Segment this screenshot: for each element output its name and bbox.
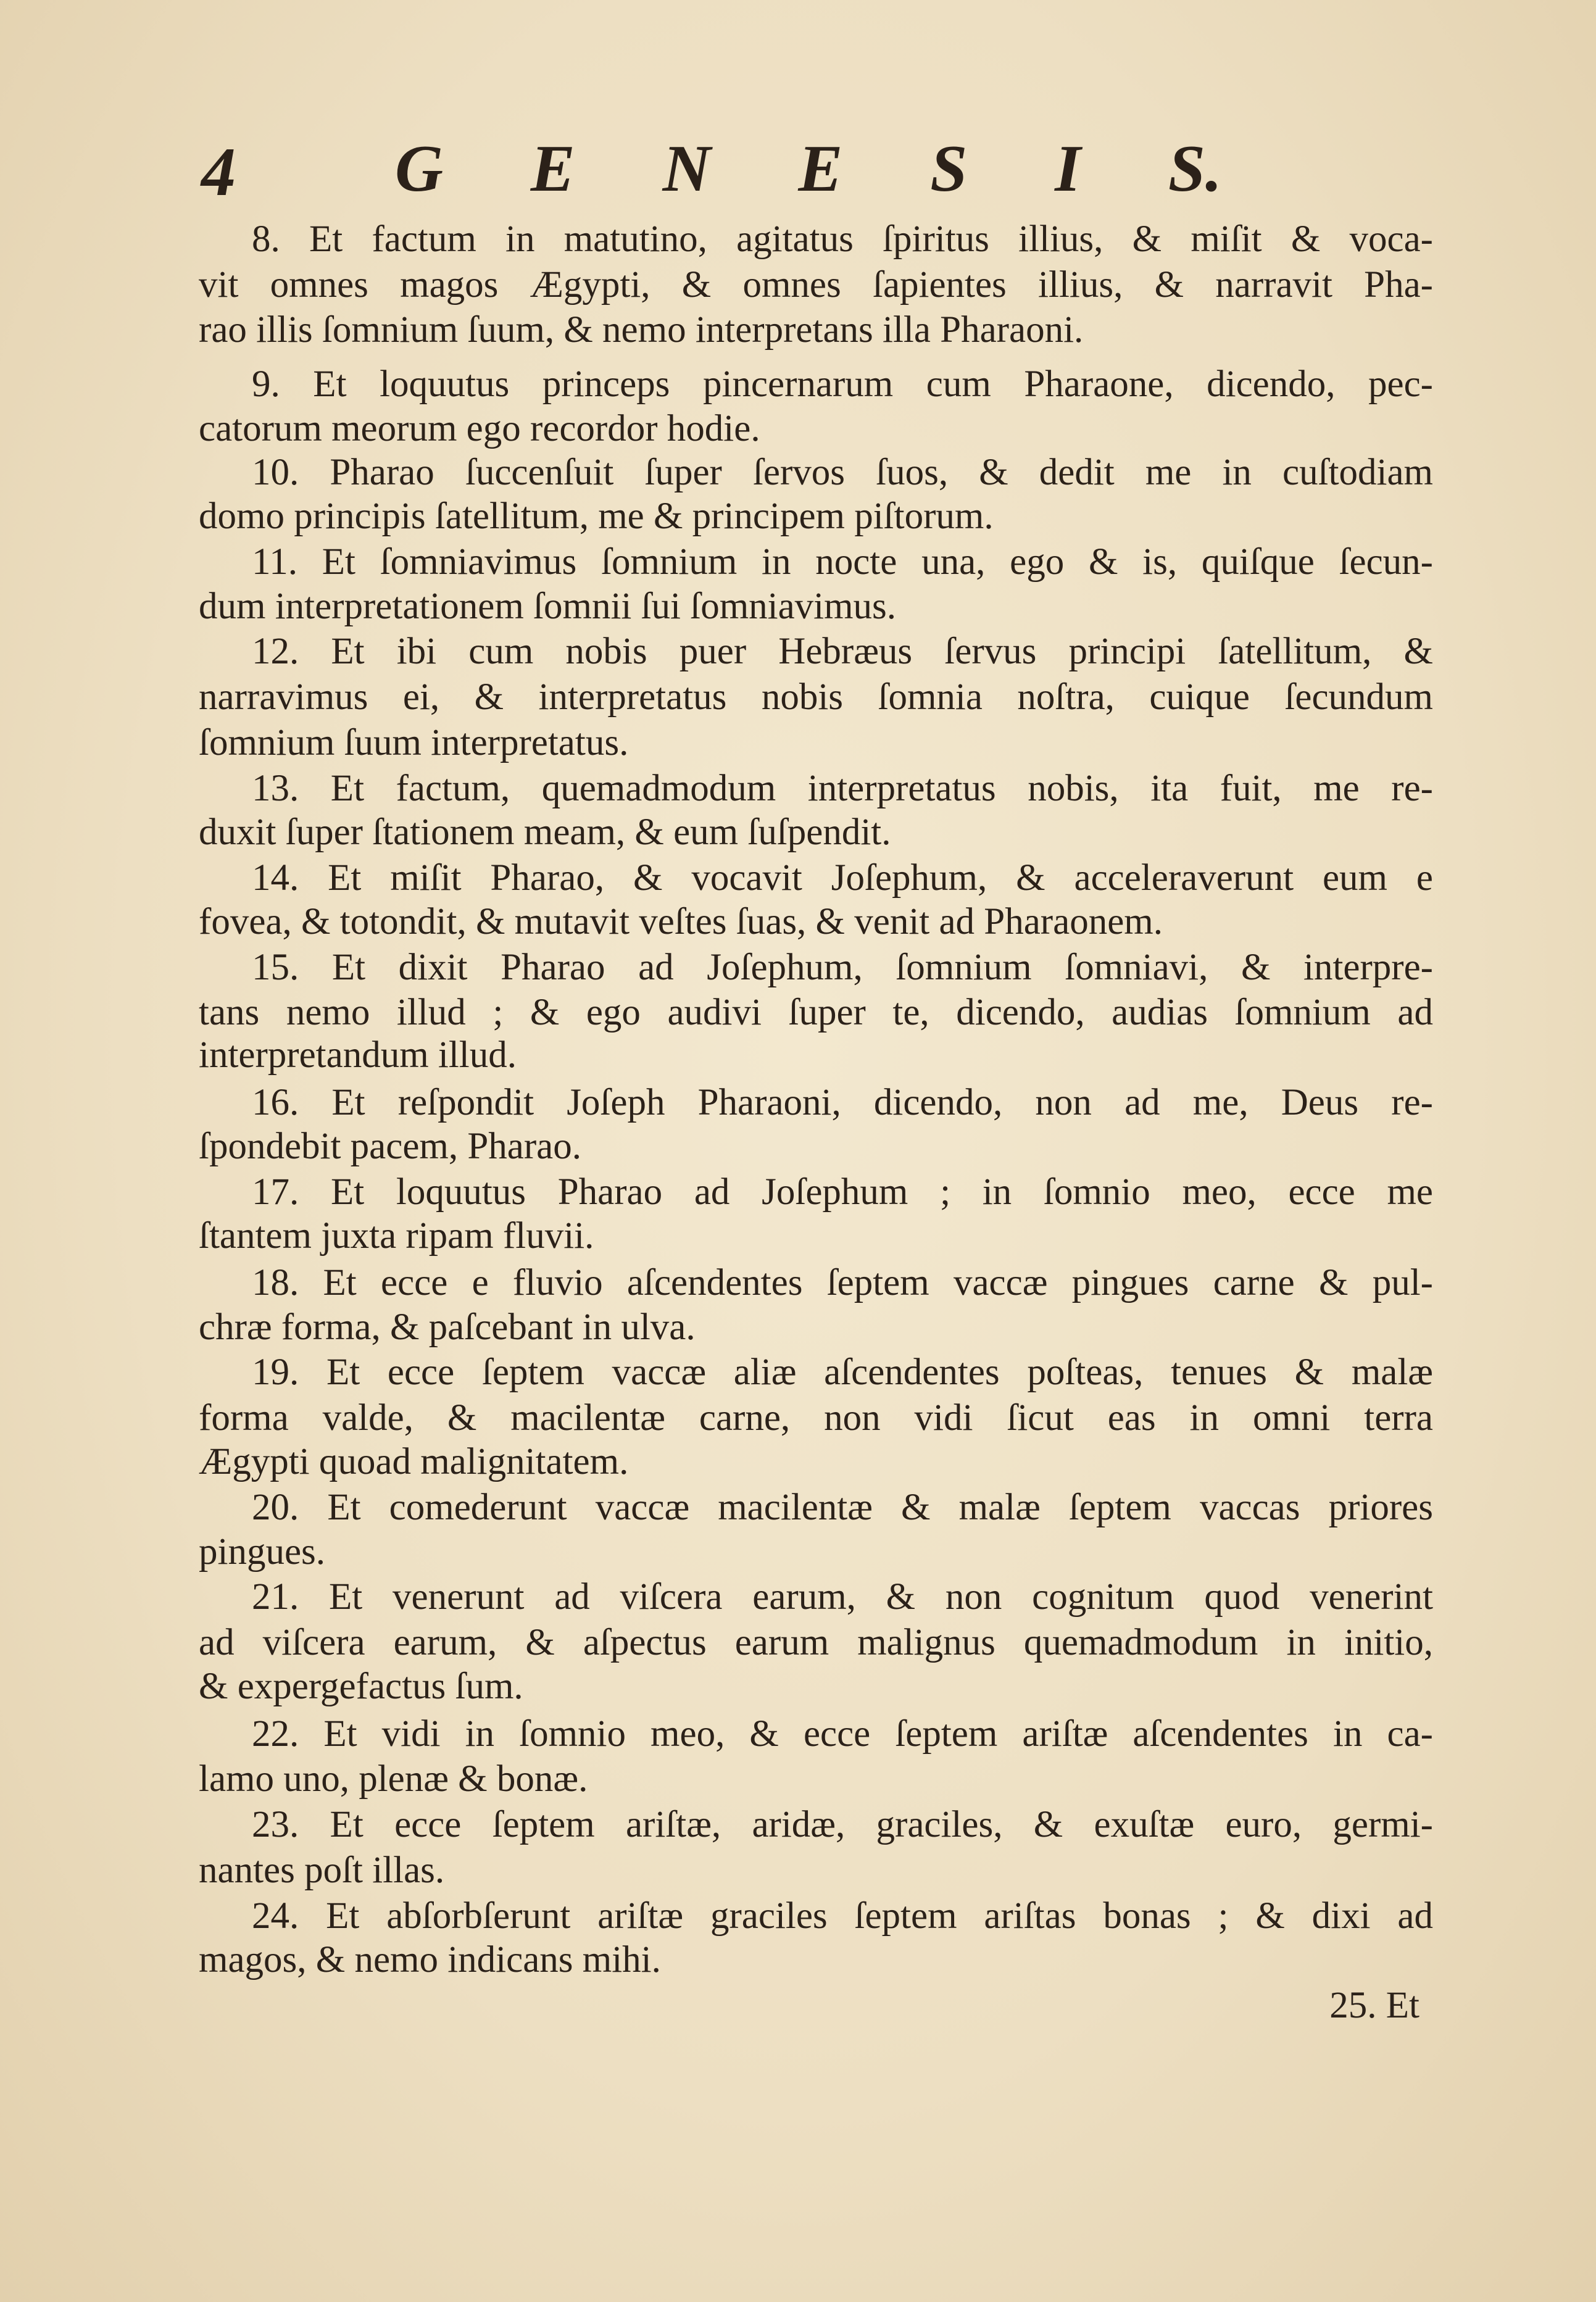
- verse-line: 21. Et venerunt ad viſcera earum, & non cognitum quod venerint: [252, 1576, 1433, 1618]
- verse-line: catorum meorum ego recordor hodie.: [199, 408, 760, 449]
- verse-line: 14. Et miſit Pharao, & vocavit Joſephum, & acceleraverunt eum e: [252, 857, 1433, 899]
- verse-line: duxit ſuper ſtationem meam, & eum ſuſpendit.: [199, 812, 891, 853]
- title-letter: S.: [1168, 132, 1222, 206]
- verse-line: 15. Et dixit Pharao ad Joſephum, ſomnium ſomniavi, & interpre-: [252, 947, 1433, 988]
- verse-line: 20. Et comederunt vaccæ macilentæ & malæ ſeptem vaccas priores: [252, 1487, 1433, 1528]
- verse-line: magos, & nemo indicans mihi.: [199, 1939, 661, 1980]
- verse-line: interpretandum illud.: [199, 1034, 517, 1076]
- verse-line: ſomnium ſuum interpretatus.: [199, 722, 629, 763]
- verse-line: 16. Et reſpondit Joſeph Pharaoni, dicendo, non ad me, Deus re-: [252, 1082, 1433, 1123]
- verse-line: 11. Et ſomniavimus ſomnium in nocte una, ego & is, quiſque ſecun-: [252, 541, 1433, 583]
- verse-line: 17. Et loquutus Pharao ad Joſephum ; in ſomnio meo, ecce me: [252, 1171, 1433, 1213]
- verse-line: domo principis ſatellitum, me & principem piſtorum.: [199, 496, 994, 537]
- verse-line: 22. Et vidi in ſomnio meo, & ecce ſeptem ariſtæ aſcendentes in ca-: [252, 1713, 1433, 1755]
- title-letter: E: [798, 132, 843, 206]
- verse-line: 18. Et ecce e fluvio aſcendentes ſeptem vaccæ pingues carne & pul-: [252, 1262, 1433, 1303]
- verse-line: 8. Et factum in matutino, agitatus ſpiritus illius, & miſit & voca-: [252, 218, 1433, 260]
- verse-line: ſpondebit pacem, Pharao.: [199, 1126, 581, 1167]
- verse-line: tans nemo illud ; & ego audivi ſuper te, dicendo, audias ſomnium ad: [199, 992, 1433, 1033]
- verse-line: 10. Pharao ſuccenſuit ſuper ſervos ſuos, & dedit me in cuſtodiam: [252, 452, 1433, 493]
- verse-line: fovea, & totondit, & mutavit veſtes ſuas, & venit ad Pharaonem.: [199, 901, 1163, 942]
- verse-line: narravimus ei, & interpretatus nobis ſomnia noſtra, cuique ſecundum: [199, 676, 1433, 718]
- verse-line: 23. Et ecce ſeptem ariſtæ, aridæ, graciles, & exuſtæ euro, germi-: [252, 1804, 1433, 1845]
- verse-line: ad viſcera earum, & aſpectus earum malignus quemadmodum in initio,: [199, 1622, 1433, 1663]
- verse-line: vit omnes magos Ægypti, & omnes ſapientes illius, & narravit Pha-: [199, 264, 1433, 305]
- running-title: [395, 131, 1222, 207]
- catchword: 25. Et: [1329, 1985, 1419, 2026]
- verse-line: 9. Et loquutus princeps pincernarum cum Pharaone, dicendo, pec-: [252, 364, 1433, 405]
- verse-line: lamo uno, plenæ & bonæ.: [199, 1758, 588, 1800]
- verse-line: chræ forma, & paſcebant in ulva.: [199, 1307, 696, 1348]
- verse-line: 19. Et ecce ſeptem vaccæ aliæ aſcendentes poſteas, tenues & malæ: [252, 1352, 1433, 1393]
- verse-line: ſtantem juxta ripam fluvii.: [199, 1215, 594, 1257]
- verse-line: Ægypti quoad malignitatem.: [199, 1441, 629, 1482]
- verse-line: 13. Et factum, quemadmodum interpretatus nobis, ita fuit, me re-: [252, 768, 1433, 809]
- verse-line: rao illis ſomnium ſuum, & nemo interpretans illa Pharaoni.: [199, 309, 1084, 351]
- verse-line: 24. Et abſorbſerunt ariſtæ graciles ſeptem ariſtas bonas ; & dixi ad: [252, 1895, 1433, 1937]
- verse-line: forma valde, & macilentæ carne, non vidi ſicut eas in omni terra: [199, 1397, 1433, 1439]
- verse-line: dum interpretationem ſomnii ſui ſomniavimus.: [199, 586, 897, 627]
- title-letter: E: [530, 132, 575, 206]
- verse-line: nantes poſt illas.: [199, 1850, 445, 1891]
- verse-line: & expergefactus ſum.: [199, 1666, 523, 1707]
- title-letter: I: [1055, 132, 1081, 206]
- verse-line: pingues.: [199, 1531, 326, 1573]
- page-number: 4: [201, 134, 236, 210]
- verse-line: 12. Et ibi cum nobis puer Hebræus ſervus principi ſatellitum, &: [252, 631, 1433, 672]
- title-letter: N: [662, 132, 711, 206]
- title-letter: S: [930, 132, 968, 206]
- title-letter: G: [395, 132, 443, 206]
